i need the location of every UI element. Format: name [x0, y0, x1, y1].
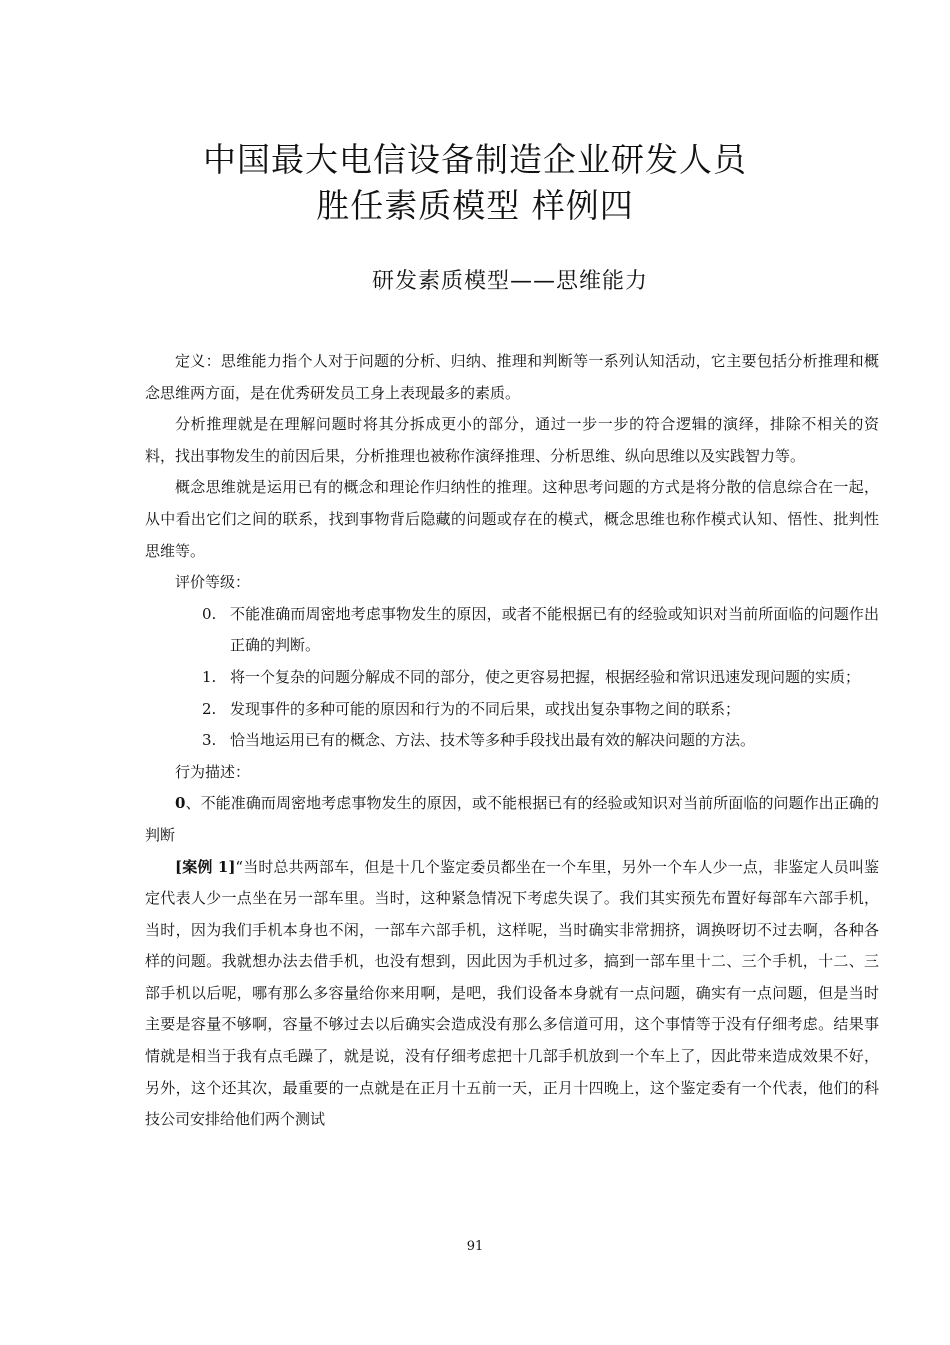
- section-subtitle: 研发素质模型——思维能力: [371, 269, 648, 294]
- case-paragraph: [145, 852, 879, 1136]
- list-item: [145, 599, 879, 662]
- list-item-text: 不能准确而周密地考虑事物发生的原因，或者不能根据已有的经验或知识对当前所面临的问题作出正确的判断。: [230, 604, 879, 655]
- list-item: [145, 694, 879, 726]
- list-item-number: 3.: [202, 731, 217, 750]
- list-item-number: 1.: [202, 667, 217, 686]
- list-item: [145, 662, 879, 694]
- case-text: “当时总共两部车，但是十几个鉴定委员都坐在一个车里，另外一个车人少一点，非鉴定人员叫鉴定代表人少一点坐在另一部车里。当时，这种紧急情况下考虑失误了。我们其实预先布置好每部车六部手机，当时，因为我们手机本身也不闲，一部车六部手机，这样呢，当时确实非常拥挤，调换呀切不过去啊，各种各样的问题。我就想办法去借手机，也没有想到，因此因为手机过多，搞到一部车里十二、三个手机，十二、三部手机以后呢，哪有那么多容量给你来用啊，是吧，我们设备本身就有一点问题，确实有一点问题，但是当时主要是容量不够啊，容量不够过去以后确实会造成没有那么多信道可用，这个事情等于没有仔细考虑。结果事情就是相当于我有点毛躁了，就是说，没有仔细考虑把十几部手机放到一个车上了，因此带来造成效果不好，另外，这个还其次，最重要的一点就是在正月十五前一天，正月十四晚上，这个鉴定委有一个代表，他们的科技公司安排给他们两个测试: [145, 857, 879, 1129]
- definition-paragraph: 定义：思维能力指个人对于问题的分析、归纳、推理和判断等一系列认知活动，它主要包括分析推理和概念思维两方面，是在优秀研发员工身上表现最多的素质。: [145, 352, 879, 402]
- list-item: [145, 725, 879, 757]
- case-label: [案例 1]: [175, 857, 236, 876]
- concept-paragraph: 概念思维就是运用已有的概念和理论作归纳性的推理。这种思考问题的方式是将分散的信息综合在一起，从中看出它们之间的联系，找到事物背后隐藏的问题或存在的模式，概念思维也称作模式认知、悟性、批判性思维等。: [145, 478, 879, 560]
- list-item-number: 2.: [202, 699, 217, 718]
- list-item-text: 发现事件的多种可能的原因和行为的不同后果，或找出复杂事物之间的联系；: [230, 699, 741, 718]
- page-number: 91: [466, 1239, 484, 1254]
- page-title-line-2: 胜任素质模型 样例四: [316, 186, 634, 225]
- list-item-number: 0.: [202, 604, 217, 623]
- levels-label: 评价等级：: [175, 573, 251, 592]
- behavior-0-number: 0: [175, 794, 186, 813]
- levels-list: [145, 599, 879, 757]
- list-item-text: 将一个复杂的问题分解成不同的部分，使之更容易把握，根据经验和常识迅速发现问题的实质；: [230, 667, 861, 686]
- page-title-line-1: 中国最大电信设备制造企业研发人员: [203, 140, 747, 179]
- analysis-paragraph: 分析推理就是在理解问题时将其分拆成更小的部分，通过一步一步的符合逻辑的演绎，排除不相关的资料，找出事物发生的前因后果，分析推理也被称作演绎推理、分析思维、纵向思维以及实践智力等。: [145, 415, 879, 465]
- behavior-label: 行为描述：: [175, 762, 251, 781]
- list-item-text: 恰当地运用已有的概念、方法、技术等多种手段找出最有效的解决问题的方法。: [230, 731, 756, 750]
- behavior-0-paragraph: [145, 788, 879, 851]
- behavior-0-text: 、不能准确而周密地考虑事物发生的原因，或不能根据已有的经验或知识对当前所面临的问题作出正确的判断: [145, 794, 879, 844]
- body-text: [145, 346, 879, 1136]
